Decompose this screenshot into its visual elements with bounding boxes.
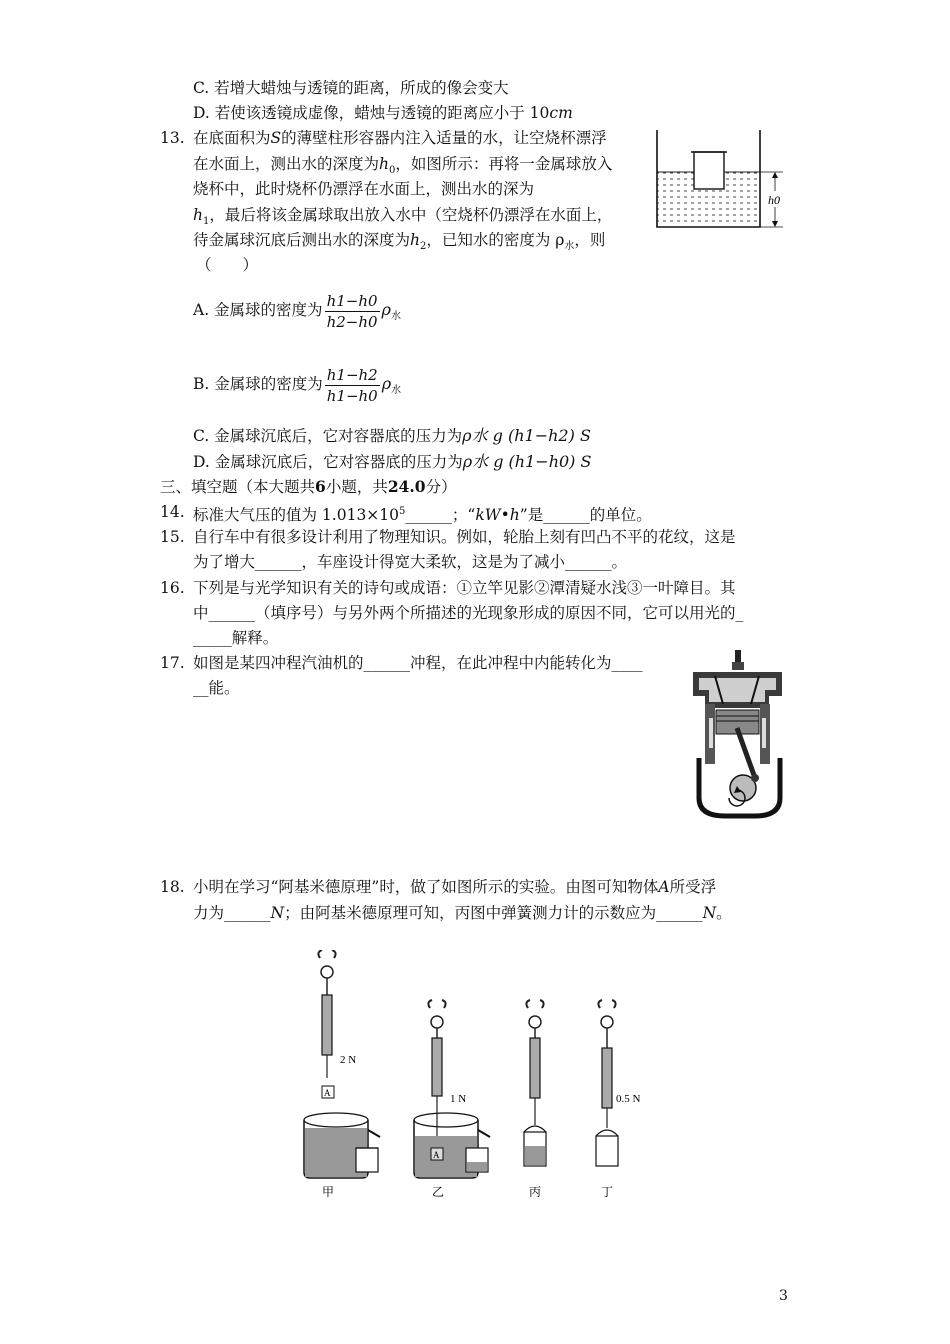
q14-number: 14. (160, 503, 185, 521)
q12-option-d (193, 103, 573, 123)
q13-answer-paren: （ ） (196, 256, 259, 274)
q13-fig-label: h0 (768, 193, 780, 207)
setup-bing (524, 1000, 546, 1199)
reading-yi: 1 N (450, 1093, 467, 1105)
q15-line-1: 自行车中有很多设计利用了物理知识。例如，轮胎上刻有凹凸不平的花纹，这是 (193, 528, 736, 546)
q13-line-3: 烧杯中，此时烧杯仍漂浮在水面上，测出水的深为 (193, 180, 535, 198)
q13-var-h: h (193, 206, 203, 224)
q17-line-2: __能。 (193, 679, 240, 697)
setup-yi (414, 1000, 490, 1199)
q13-text: 在水面上，测出水的深度为 (193, 155, 380, 173)
fraction-denominator: h2−h0 (326, 312, 378, 331)
q18-text: 力为______ (193, 904, 271, 922)
q13-line-5 (193, 230, 605, 257)
fraction-denominator: h1−h0 (326, 386, 378, 405)
rho-sub: 水 (391, 385, 402, 397)
reading-ding: 0.5 N (616, 1093, 641, 1105)
q13-sub: 水 (564, 241, 575, 253)
q14-text-b: ______；“ (405, 506, 476, 525)
fraction-numerator: h1−h2 (326, 365, 378, 384)
q13-text: 在底面积为 (193, 129, 271, 147)
heading-count: 6 (315, 477, 326, 496)
label-bing: 丙 (529, 1185, 542, 1199)
q18-line-2 (193, 903, 732, 923)
q16-line-3: _____解释。 (193, 629, 279, 647)
q18-experiment-figure (298, 950, 660, 1200)
q18-text: 所受浮 (669, 878, 717, 896)
q18-line-1 (193, 877, 716, 897)
setup-ding (596, 1000, 641, 1199)
q13-option-d-expr: ρ水 g (h1−h0) S (462, 452, 592, 471)
object-a-yi: A (433, 1150, 440, 1160)
reading-jia: 2 N (340, 1054, 357, 1066)
q13-var-h: h (410, 231, 420, 249)
section-3-heading (160, 477, 457, 497)
q13-container-figure (655, 128, 790, 230)
q18-text: 。 (716, 904, 732, 922)
q13-option-a-fraction (325, 291, 380, 332)
rho-symbol: ρ (381, 374, 392, 393)
heading-score: 24.0 (387, 477, 426, 496)
label-yi: 乙 (432, 1185, 445, 1199)
heading-text: 小题，共 (325, 478, 388, 496)
q17-number: 17. (160, 654, 185, 672)
q15-line-2: 为了增大______，车座设计得宽大柔软，这是为了减小______。 (193, 553, 628, 571)
q12-option-d-text: D. 若使该透镜成虚像，蜡烛与透镜的距离应小于 10 (193, 104, 550, 122)
q13-option-b-text: B. 金属球的密度为 (193, 375, 323, 393)
q13-option-b (193, 362, 401, 413)
label-ding: 丁 (601, 1185, 614, 1199)
rho-symbol: ρ (381, 300, 391, 319)
q13-line-1 (193, 128, 607, 148)
q17-engine-figure (685, 648, 790, 820)
q16-number: 16. (160, 579, 185, 597)
q13-var-h: h (379, 155, 389, 173)
page-number: 3 (779, 1288, 788, 1304)
q12-option-c: C. 若增大蜡烛与透镜的距离，所成的像会变大 (193, 79, 509, 97)
q18-number: 18. (160, 878, 185, 896)
q13-var-s: S (270, 129, 282, 147)
q14-text (193, 502, 652, 525)
q13-line-4 (193, 205, 612, 232)
q15-number: 15. (160, 528, 185, 546)
q13-text: ，则 (574, 231, 606, 249)
setup-jia (304, 950, 380, 1199)
q13-text: ，已知水的密度为 ρ (426, 231, 565, 249)
q13-text: 的薄壁柱形容器内注入适量的水，让空烧杯漂浮 (281, 129, 607, 147)
q13-text: ，最后将该金属球取出放入水中（空烧杯仍漂浮在水面上， (209, 206, 613, 224)
q13-number: 13. (160, 129, 185, 147)
q13-option-d-text: D. 金属球沉底后，它对容器底的压力为 (193, 453, 463, 471)
heading-text: 三、填空题（本大题共 (160, 478, 316, 496)
q13-text: ，如图所示：再将一金属球放入 (395, 155, 613, 173)
q18-var-a: A (658, 878, 670, 896)
q13-line-2 (193, 154, 612, 181)
q13-option-d (193, 452, 591, 472)
q13-sub: 2 (420, 241, 427, 253)
q13-option-c (193, 426, 591, 446)
q17-line-1: 如图是某四冲程汽油机的______冲程，在此冲程中内能转化为____ (193, 654, 643, 672)
q18-text: 小明在学习“阿基米德原理”时，做了如图所示的实验。由图可知物体 (193, 878, 659, 896)
q13-text: 待金属球沉底后测出水的深度为 (193, 231, 411, 249)
q14-text-a: 标准大气压的值为 1.013×10 (193, 506, 400, 525)
q14-exponent: 5 (399, 506, 406, 517)
q13-option-c-text: C. 金属球沉底后，它对容器底的压力为 (193, 427, 463, 445)
label-jia: 甲 (322, 1185, 335, 1199)
q16-line-2: 中______（填序号）与另外两个所描述的光现象形成的原因不同，它可以用光的_ (193, 604, 744, 622)
q18-unit-n: N (270, 904, 285, 922)
q18-unit-n: N (702, 904, 717, 922)
q13-sub: 0 (389, 165, 396, 177)
heading-text: 分） (425, 478, 457, 496)
object-a-jia: A (324, 1088, 331, 1098)
q14-unit: kW•h (475, 506, 520, 525)
q14-text-c: ”是______的单位。 (519, 506, 652, 525)
q13-option-c-expr: ρ水 g (h1−h2) S (462, 426, 591, 445)
rho-sub: 水 (390, 311, 401, 323)
q12-option-d-unit: cm (549, 104, 573, 122)
q13-option-b-fraction (325, 365, 380, 406)
q16-line-1: 下列是与光学知识有关的诗句或成语：①立竿见影②潭清疑水浅③一叶障目。其 (193, 579, 736, 597)
q18-text: ；由阿基米德原理可知，丙图中弹簧测力计的示数应为______ (284, 904, 703, 922)
q13-option-a-text: A. 金属球的密度为 (193, 301, 323, 319)
q13-sub: 1 (202, 216, 210, 228)
q13-option-a (193, 288, 401, 339)
fraction-numerator: h1−h0 (326, 291, 378, 310)
